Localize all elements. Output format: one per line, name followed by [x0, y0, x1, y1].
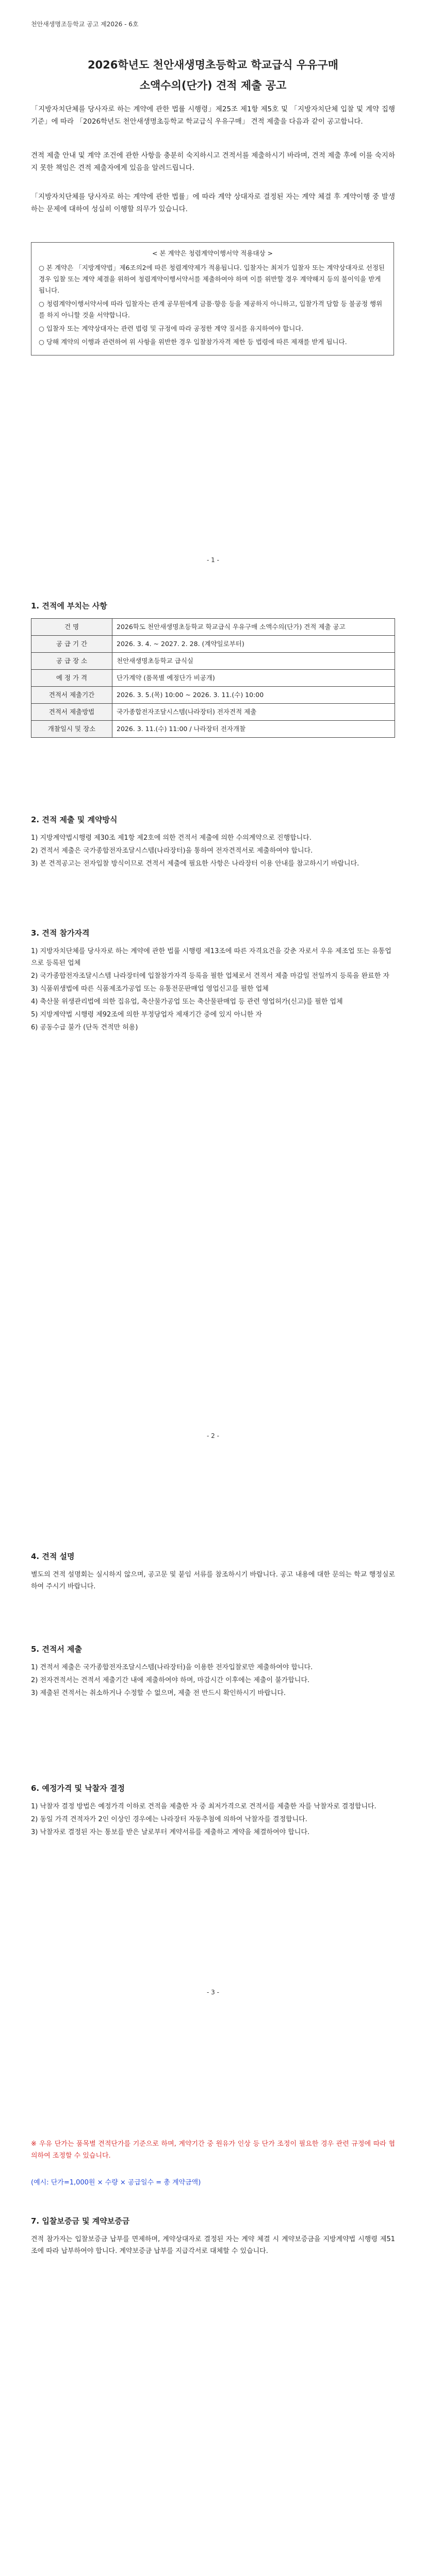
table-value: 국가종합전자조달시스템(나라장터) 전자견적 제출 [112, 704, 395, 721]
document-title-line1: 2026학년도 천안새생명초등학교 학교급식 우유구매 [87, 59, 339, 71]
page-number: - 2 - [207, 1432, 219, 1439]
notice-item: ○ 청렴계약이행서약서에 따라 입찰자는 관계 공무원에게 금품·향응 등을 제공하지 아니하고, 입찰가격 담합 등 불공정 행위를 하지 아니할 것을 서약합니다. [39, 300, 383, 319]
table-key: 견적서 제출방법 [31, 704, 112, 721]
table-row [31, 636, 395, 653]
price-formula: (예시: 단가=1,000원 × 수량 × 공급일수 = 총 계약금액) [31, 2179, 201, 2187]
table-key: 개찰일시 및 장소 [31, 721, 112, 738]
notice-item: ○ 본 계약은 「지방계약법」제6조의2에 따른 청렴계약제가 적용됩니다. 입찰자는 최저가 입찰자 또는 계약상대자로 선정된 경우 입찰 또는 계약 체결을 위하여 청렴계약이행서약서를 제출하여야 하며 이를 위반할 경우 계약해지 등의 불이익을 받게 됩니다. [39, 264, 385, 294]
table-row [31, 721, 395, 738]
document-title-line2: 소액수의(단가) 견적 제출 공고 [139, 79, 287, 92]
table-value: 2026. 3. 5.(목) 10:00 ~ 2026. 3. 11.(수) 10:00 [112, 687, 395, 704]
section-heading: 6. 예정가격 및 낙찰자 결정 [31, 1784, 125, 1793]
table-key: 예 정 가 격 [31, 670, 112, 687]
list-item: 3) 낙찰자로 결정된 자는 통보를 받은 날로부터 계약서류를 제출하고 계약을 체결하여야 합니다. [31, 1828, 310, 1836]
list-item: 3) 본 견적공고는 전자입찰 방식이므로 견적서 제출에 필요한 사항은 나라장터 이용 안내를 참고하시기 바랍니다. [31, 860, 359, 868]
highlight-note: ※ 우유 단가는 품목별 견적단가를 기준으로 하며, 계약기간 중 원유가 인상 등 단가 조정이 필요한 경우 관련 규정에 따라 협의하여 조정할 수 있습니다. [31, 2140, 395, 2160]
section-4-text: 별도의 견적 설명회는 실시하지 않으며, 공고문 및 붙임 서류를 참조하시기 바랍니다. 공고 내용에 대한 문의는 학교 행정실로 하여 주시기 바랍니다. [31, 1571, 395, 1590]
notice-heading: < 본 계약은 청렴계약이행서약 적용대상 > [152, 249, 273, 257]
section-heading: 5. 견적서 제출 [31, 1645, 83, 1654]
table-key: 견적서 제출기간 [31, 687, 112, 704]
notice-item: ○ 입찰자 또는 계약상대자는 관련 법령 및 규정에 따라 공정한 계약 질서를 유지하여야 합니다. [39, 325, 304, 332]
table-value: 2026. 3. 11.(수) 11:00 / 나라장터 전자개찰 [112, 721, 395, 738]
table-key: 건 명 [31, 619, 112, 636]
table-row [31, 687, 395, 704]
table-key: 공 급 장 소 [31, 653, 112, 670]
section-2-list [31, 832, 395, 871]
table-value: 2026학도 천안새생명초등학교 학교급식 우유구매 소액수의(단가) 견적 제출 공고 [112, 619, 395, 636]
page-number: - 1 - [207, 556, 219, 564]
list-item: 3) 식품위생법에 따른 식품제조가공업 또는 유통전문판매업 영업신고를 필한 업체 [31, 985, 269, 993]
list-item: 3) 제출된 견적서는 취소하거나 수정할 수 없으며, 제출 전 반드시 확인하시기 바랍니다. [31, 1689, 286, 1697]
table-row [31, 653, 395, 670]
section-7-text: 견적 참가자는 입찰보증금 납부를 면제하며, 계약상대자로 결정된 자는 계약 체결 시 계약보증금을 지방계약법 시행령 제51조에 따라 납부하여야 합니다. 계약보증금 납부를 지급각서로 대체할 수 있습니다. [31, 2235, 395, 2255]
list-item: 6) 공동수급 불가 (단독 견적만 허용) [31, 1024, 138, 1031]
list-item: 1) 낙찰자 결정 방법은 예정가격 이하로 견적을 제출한 자 중 최저가격으로 견적서를 제출한 자를 낙찰자로 결정합니다. [31, 1803, 376, 1810]
list-item: 4) 축산물 위생관리법에 의한 집유업, 축산물가공업 또는 축산물판매업 등 관련 영업허가(신고)를 필한 업체 [31, 998, 343, 1006]
intro-paragraph-3: 「지방자치단체를 당사자로 하는 계약에 관한 법률」에 따라 계약 상대자로 결정된 자는 계약 체결 후 계약이행 중 발생하는 문제에 대하여 성실히 이행할 의무가 있습니다. [31, 193, 395, 213]
integrity-notice-box [31, 242, 394, 355]
section-heading: 2. 견적 제출 및 계약방식 [31, 815, 118, 824]
list-item: 2) 국가종합전자조달시스템 나라장터에 입찰참가자격 등록을 필한 업체로서 견적서 제출 마감일 전일까지 등록을 완료한 자 [31, 972, 389, 980]
table-value: 2026. 3. 4. ~ 2027. 2. 28. (계약일로부터) [112, 636, 395, 653]
section-heading: 4. 견적 설명 [31, 1552, 75, 1561]
document-number: 천안새생명조등학교 공고 제2026 - 6호 [31, 21, 139, 28]
table-row [31, 670, 395, 687]
table-value: 단가계약 (품목별 예정단가 비공개) [112, 670, 395, 687]
section-heading: 7. 입찰보증금 및 계약보증금 [31, 2216, 130, 2226]
list-item: 2) 견적서 제출은 국가종합전자조달시스템(나라장터)을 통하여 전자견적서로 제출하여야 합니다. [31, 847, 313, 855]
table-key: 공 급 기 간 [31, 636, 112, 653]
list-item: 5) 지방계약법 시행령 제92조에 의한 부정당업자 제재기간 중에 있지 아니한 자 [31, 1011, 262, 1019]
list-item: 1) 지방계약법시행령 제30조 제1항 제2호에 의한 견적서 제출에 의한 수의계약으로 진행합니다. [31, 834, 312, 842]
page-number: - 3 - [207, 1989, 219, 1996]
list-item: 1) 지방자치단체를 당사자로 하는 계약에 관한 법률 시행령 제13조에 따른 자격요건을 갖춘 자로서 우유 제조업 또는 유통업으로 등록된 업체 [31, 947, 391, 967]
list-item: 1) 견적서 제출은 국가종합전자조달시스템(나라장터)을 이용한 전자입찰로만 제출하여야 합니다. [31, 1664, 313, 1671]
list-item: 2) 전자견적서는 견적서 제출기간 내에 제출하여야 하며, 마감시간 이후에는 제출이 불가합니다. [31, 1676, 310, 1684]
table-value: 천안새생명초등학교 급식실 [112, 653, 395, 670]
list-item: 2) 동일 가격 견적자가 2인 이상인 경우에는 나라장터 자동추첨에 의하여 낙찰자를 결정합니다. [31, 1816, 307, 1823]
notice-item: ○ 당해 계약의 이행과 관련하여 위 사항을 위반한 경우 입찰참가자격 제한 등 법령에 따른 제재를 받게 됩니다. [39, 338, 347, 346]
intro-paragraph-1: 「지방자치단체를 당사자로 하는 계약에 관한 법률 시행령」제25조 제1항 제5호 및 「지방자치단체 입찰 및 계약 집행기준」에 따라 「2026학년도 천안새생명초등학교 학교급식 우유구매」 견적 제출을 다음과 같이 공고합니다. [31, 105, 395, 126]
bid-info-table [31, 618, 395, 738]
intro-paragraph-2: 견적 제출 안내 및 계약 조건에 관한 사항을 충분히 숙지하시고 견적서를 제출하시기 바라며, 견적 제출 후에 이를 숙지하지 못한 책임은 견적 제출자에게 있음을 알려드립니다. [31, 151, 395, 172]
section-5-list [31, 1662, 395, 1700]
table-row [31, 704, 395, 721]
table-row [31, 619, 395, 636]
section-6-list [31, 1801, 395, 1839]
section-3-list [31, 945, 395, 1035]
section-heading: 3. 견적 참가자격 [31, 928, 90, 938]
section-heading: 1. 견적에 부치는 사항 [31, 601, 107, 611]
